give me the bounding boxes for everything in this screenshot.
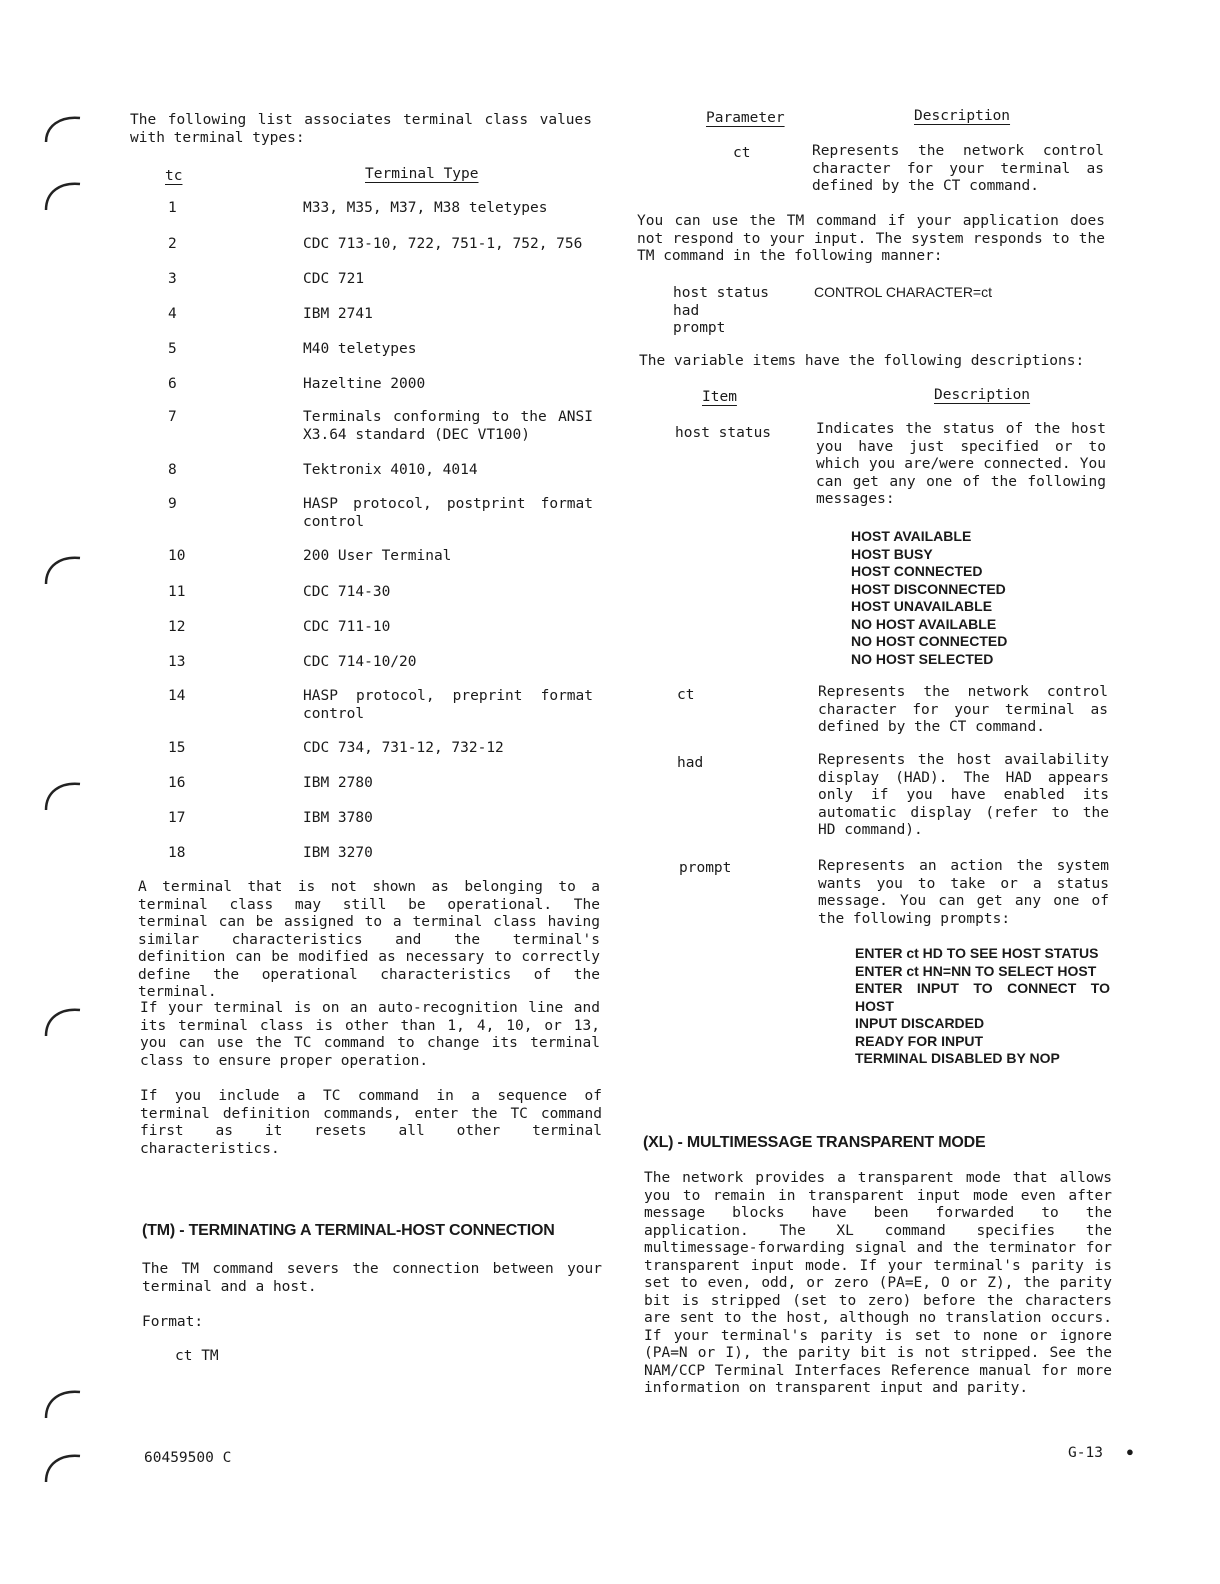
host-message: NO HOST SELECTED: [851, 650, 994, 667]
control-character-response: CONTROL CHARACTER=ct: [814, 284, 993, 300]
host-message: HOST CONNECTED: [851, 563, 983, 579]
punch-hole-mark: [40, 172, 86, 212]
prompt-message: INPUT DISCARDED: [855, 1015, 985, 1031]
punch-hole-mark: [40, 546, 86, 586]
item-description-column-header: Description: [934, 387, 1031, 403]
ct-item: ct: [677, 687, 695, 703]
punch-hole-mark: [40, 998, 86, 1038]
tm-description: The TM command severs the connection between your terminal and a host.: [142, 1261, 602, 1295]
bullet-mark: ●: [1126, 1444, 1134, 1459]
auto-recognition-paragraph: If your terminal is on an auto-recognition line and its terminal class is other than 1, 4, 10, or 13, you can use the TC command to change its terminal class to ensure proper operation.: [140, 1000, 600, 1069]
format-value: ct TM: [175, 1348, 219, 1364]
host-message: NO HOST CONNECTED: [851, 633, 1008, 649]
host-messages-list: [851, 528, 1007, 668]
host-message: HOST BUSY: [851, 545, 933, 562]
intro-text: The following list associates terminal class values with terminal types:: [130, 112, 592, 146]
prompt-message: TERMINAL DISABLED BY NOP: [855, 1050, 1060, 1066]
host-message: HOST UNAVAILABLE: [851, 598, 993, 614]
had-item: had: [677, 755, 704, 771]
response-lines: host status had prompt: [673, 285, 770, 336]
parameter-column-header: Parameter: [706, 110, 785, 126]
punch-hole-mark: [40, 106, 86, 146]
prompt-item: prompt: [679, 860, 732, 876]
prompt-message: ENTER ct HD TO SEE HOST STATUS: [855, 945, 1099, 961]
prompts-list: [855, 945, 1110, 1068]
description-column-header: Description: [914, 108, 1011, 124]
tm-section-heading: (TM) - TERMINATING A TERMINAL-HOST CONNECTION: [142, 1222, 555, 1239]
host-message: NO HOST AVAILABLE: [851, 615, 997, 632]
host-message: HOST DISCONNECTED: [851, 580, 1006, 597]
prompt-message: ENTER ct HN=NN TO SELECT HOST: [855, 962, 1097, 979]
had-description: Represents the host availability display (HAD). The HAD appears only if you have enabled its automatic display (refer to the HD command).: [818, 752, 1109, 838]
ct-parameter: ct: [733, 145, 751, 161]
host-message: HOST AVAILABLE: [851, 528, 972, 544]
xl-description: The network provides a transparent mode that allows you to remain in transparent input mode even after message blocks have been forwarded to the application. The XL command specifies the multimessage-forwarding signal and the terminator for transparent input mode. If your terminal's parity is set to even, odd, or zero (PA=E, O or Z), the parity bit is stripped (set to zero) before the characters are sent to the host, although no translation occurs. If your terminal's parity is set to none or ignore (PA=N or I), the parity bit is not stripped. See the NAM/CCP Terminal Interfaces Reference manual for more information on transparent input and parity.: [644, 1170, 1112, 1396]
tm-usage-paragraph: You can use the TM command if your application does not respond to your input. The system responds to the TM command in the following manner:: [637, 213, 1105, 264]
page-number: G-13: [1068, 1445, 1103, 1461]
xl-section-heading: (XL) - MULTIMESSAGE TRANSPARENT MODE: [643, 1134, 986, 1151]
tc-column-header: tc: [165, 168, 183, 184]
ct-parameter-description: Represents the network control character for your terminal as defined by the CT command.: [812, 143, 1104, 194]
prompt-message: READY FOR INPUT: [855, 1032, 984, 1049]
punch-hole-mark: [40, 1380, 86, 1420]
terminal-type-column-header: Terminal Type: [365, 166, 479, 182]
host-status-item: host status: [675, 425, 772, 441]
item-column-header: Item: [702, 389, 737, 405]
punch-hole-mark: [40, 1444, 86, 1484]
document-code: 60459500 C: [144, 1450, 232, 1466]
punch-hole-mark: [40, 772, 86, 812]
terminal-class-paragraph: A terminal that is not shown as belonging to a terminal class may still be operational. The terminal can be assigned to a terminal class having similar characteristics and the terminal's definition can be modified as necessary to correctly define the operational characteristics of the terminal.: [138, 879, 600, 1000]
ct-item-description: Represents the network control character for your terminal as defined by the CT command.: [818, 684, 1108, 735]
prompt-description: Represents an action the system wants you to take or a status message. You can get any one of the following prompts:: [818, 858, 1109, 927]
format-label: Format:: [142, 1314, 204, 1330]
prompt-message: ENTER INPUT TO CONNECT TO HOST: [855, 980, 1110, 1014]
host-status-description: Indicates the status of the host you have just specified or to which you are/were connected. You can get any one of the following messages:: [816, 421, 1106, 507]
variable-items-intro: The variable items have the following descriptions:: [639, 353, 1085, 369]
tc-sequence-paragraph: If you include a TC command in a sequence of terminal definition commands, enter the TC command first as it resets all other terminal characteristics.: [140, 1088, 602, 1157]
